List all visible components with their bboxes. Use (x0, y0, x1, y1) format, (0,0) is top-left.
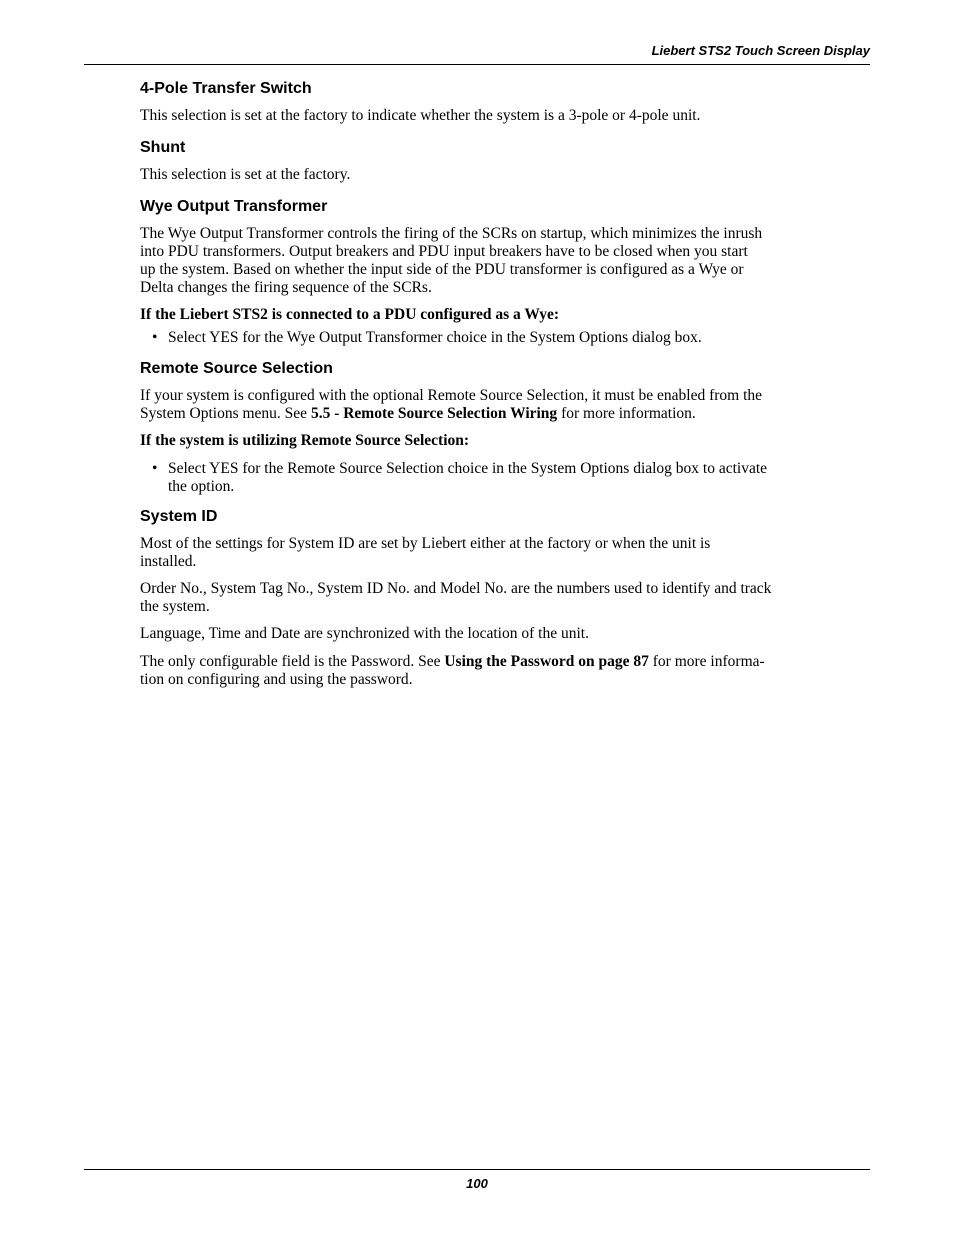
remote-condition (140, 432, 871, 450)
paragraph-wye-line: The Wye Output Transformer controls the firing of the SCRs on startup, which minimizes the inrush (140, 225, 763, 242)
heading-wye-output-transformer: Wye Output Transformer (140, 198, 328, 215)
bullet-text: Select YES for the Wye Output Transformer choice in the System Options dialog box. (168, 329, 702, 346)
heading-shunt: Shunt (140, 139, 186, 156)
remote-condition-text: If the system is utilizing Remote Source Selection: (140, 432, 470, 449)
cross-reference-link[interactable]: Using the Password on page 87 (444, 653, 649, 670)
paragraph-line: The only configurable field is the Password. See (140, 653, 445, 670)
bullet-text: Select YES for the Remote Source Selection choice in the System Options dialog box to activate (168, 460, 768, 477)
header-rule (84, 64, 870, 65)
running-header: Liebert STS2 Touch Screen Display (651, 43, 870, 58)
paragraph-wye-line: into PDU transformers. Output breakers and PDU input breakers have to be closed when you start (140, 243, 748, 260)
paragraph-line: installed. (140, 553, 197, 570)
wye-condition (140, 306, 871, 324)
cross-reference-link[interactable]: 5.5 - Remote Source Selection Wiring (310, 405, 558, 422)
wye-condition-text: If the Liebert STS2 is connected to a PDU configured as a Wye: (140, 306, 560, 323)
paragraph-system-id-3: Language, Time and Date are synchronized with the location of the unit. (140, 625, 589, 642)
paragraph-line: the system. (140, 598, 210, 615)
bullet-mark: • (152, 329, 158, 346)
list-item (140, 460, 871, 496)
paragraph-wye-line: Delta changes the firing sequence of the SCRs. (140, 279, 432, 296)
paragraph-remote (140, 387, 871, 423)
paragraph-system-id-2 (140, 580, 871, 616)
paragraph-line: Order No., System Tag No., System ID No. and Model No. are the numbers used to identify and track (140, 580, 772, 597)
paragraph-system-id-4 (140, 653, 871, 689)
heading-remote-source-selection: Remote Source Selection (140, 360, 333, 377)
paragraph-remote-line: If your system is configured with the optional Remote Source Selection, it must be enabled from the (140, 387, 763, 404)
bullet-mark: • (152, 460, 158, 477)
heading-system-id: System ID (140, 508, 218, 525)
paragraph-remote-line: for more information. (557, 405, 696, 422)
paragraph-remote-line: System Options menu. See (140, 405, 311, 422)
paragraph-line: tion on configuring and using the password. (140, 671, 413, 688)
paragraph-system-id-1 (140, 535, 871, 571)
bullet-text: the option. (168, 478, 235, 495)
paragraph-shunt: This selection is set at the factory. (140, 166, 351, 183)
paragraph-line: Most of the settings for System ID are set by Liebert either at the factory or when the unit is (140, 535, 711, 552)
page-body (140, 79, 871, 689)
paragraph-4-pole: This selection is set at the factory to indicate whether the system is a 3-pole or 4-pole unit. (140, 107, 701, 124)
paragraph-line: for more informa- (648, 653, 765, 670)
heading-4-pole-transfer-switch: 4-Pole Transfer Switch (140, 80, 312, 97)
page-number: 100 (466, 1176, 488, 1191)
paragraph-wye (140, 225, 871, 297)
footer-rule (84, 1169, 870, 1170)
list-item (140, 329, 871, 347)
paragraph-wye-line: up the system. Based on whether the input side of the PDU transformer is configured as a Wye or (140, 261, 744, 278)
